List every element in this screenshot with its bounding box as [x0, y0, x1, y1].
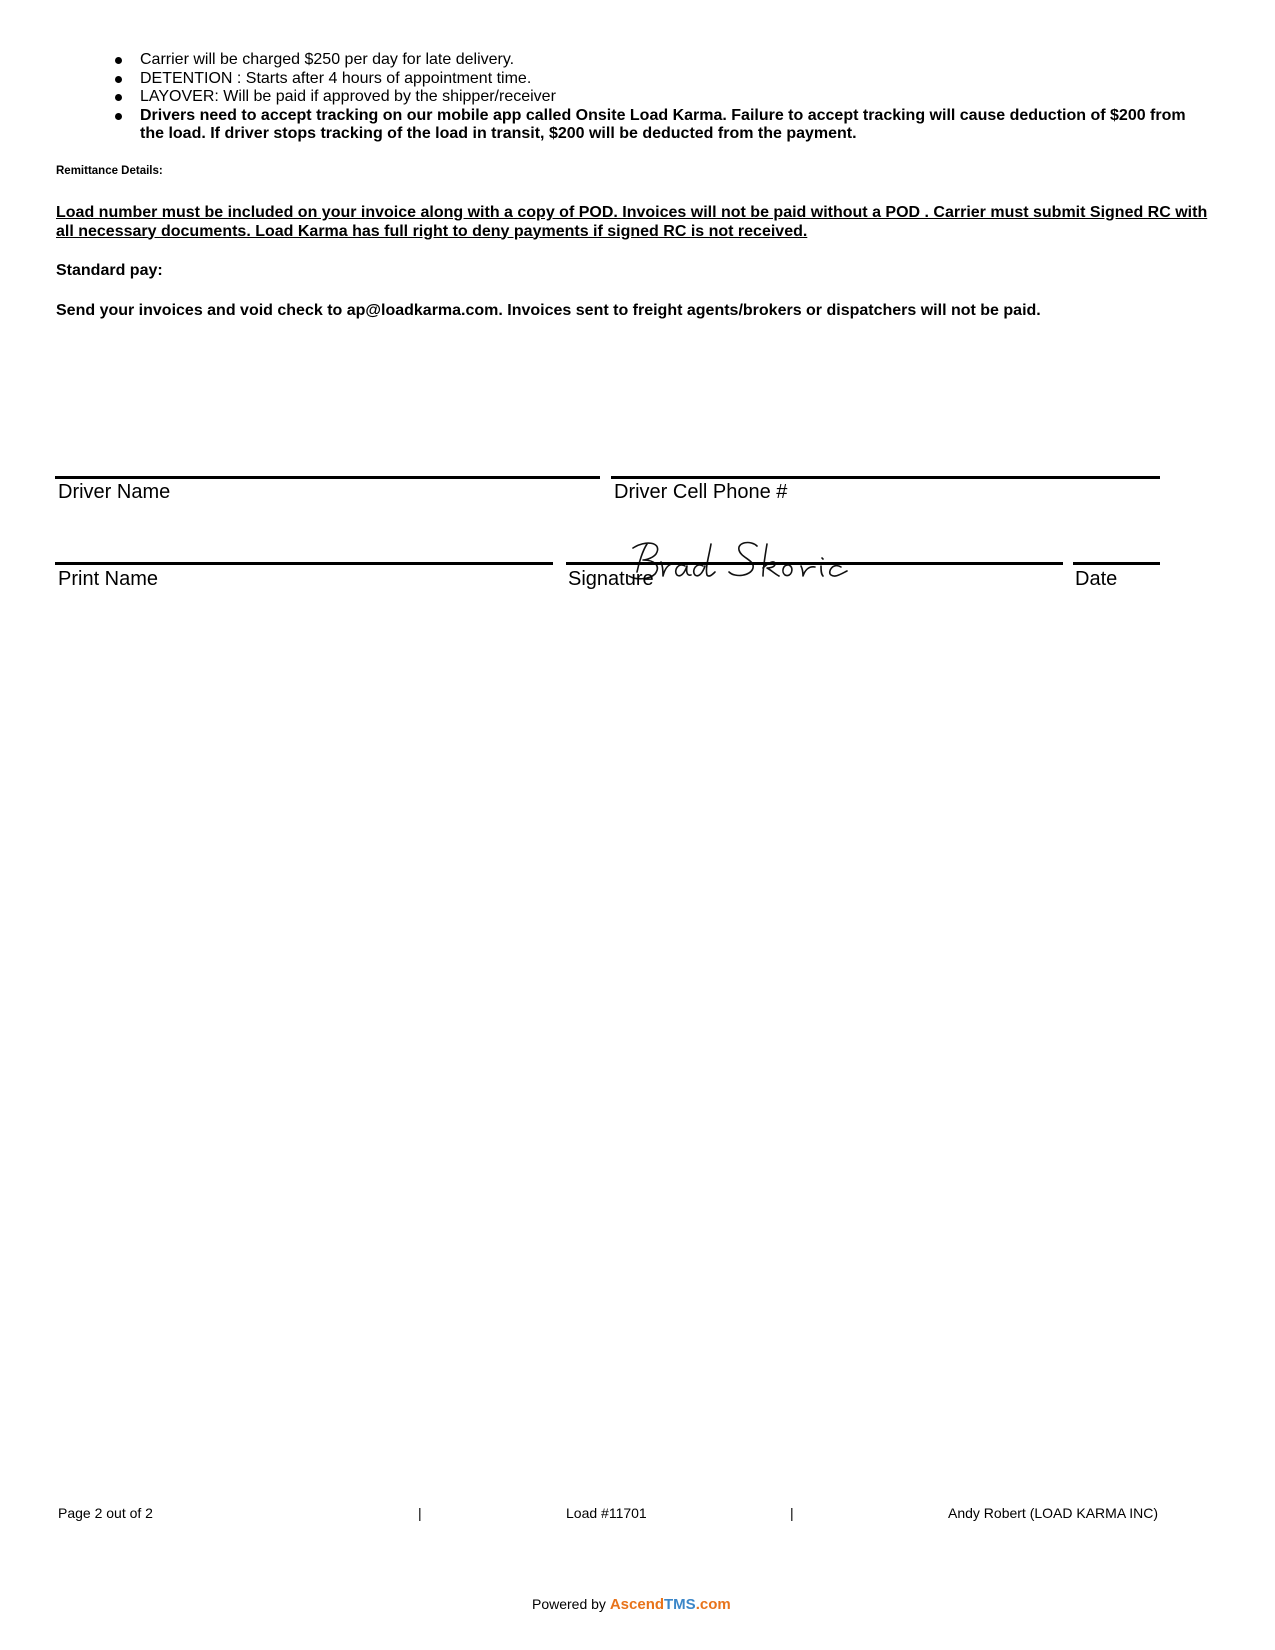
term-layover — [112, 88, 1212, 107]
invoice-note: Send your invoices and void check to ap@loadkarma.com. Invoices sent to freight agents/brokers or dispatchers will not be paid. — [56, 302, 1041, 319]
term-text: Drivers need to accept tracking on our mobile app called Onsite Load Karma. Failure to accept tracking will cause deduction of $200 from the load. If driver stops tracking of the load in transit, $200 will be deducted from the payment. — [140, 106, 1186, 142]
remittance-text: Load number must be included on your invoice along with a copy of POD. Invoices will not be paid without a POD . Carrier must submit Signed RC with all necessary documents. Load Karma has full right to deny payments if signed RC is not received. — [56, 204, 1208, 240]
terms-list — [112, 51, 1212, 144]
company-name: Andy Robert (LOAD KARMA INC) — [948, 1505, 1159, 1521]
brand-tms[interactable]: TMS — [664, 1596, 696, 1613]
bullet-icon — [115, 113, 122, 120]
brand-ascend[interactable]: Ascend — [609, 1596, 665, 1613]
powered-by — [532, 1596, 731, 1613]
term-text: Carrier will be charged $250 per day for late delivery. — [140, 51, 515, 68]
footer-separator: | — [790, 1505, 794, 1521]
term-late-delivery — [112, 51, 1212, 70]
bullet-icon — [115, 94, 122, 101]
bullet-icon — [115, 57, 122, 64]
driver-phone-line — [611, 476, 1160, 479]
term-tracking — [112, 107, 1212, 144]
signature-line — [566, 562, 1063, 565]
footer-separator: | — [418, 1505, 422, 1521]
term-text: LAYOVER: Will be paid if approved by the shipper/receiver — [140, 88, 556, 105]
load-number: Load #11701 — [566, 1505, 647, 1521]
date-label: Date — [1075, 568, 1118, 590]
print-name-line — [55, 562, 553, 565]
brand-com[interactable]: .com — [695, 1596, 731, 1613]
driver-phone-label: Driver Cell Phone # — [614, 481, 788, 503]
term-detention — [112, 70, 1212, 89]
page-number: Page 2 out of 2 — [58, 1505, 153, 1521]
remittance-label: Remittance Details: — [56, 165, 163, 177]
standard-pay-label: Standard pay: — [56, 262, 163, 279]
signature-label: Signature — [568, 568, 654, 590]
powered-by-label: Powered by — [532, 1596, 606, 1612]
date-line — [1073, 562, 1160, 565]
driver-name-line — [55, 476, 600, 479]
print-name-label: Print Name — [58, 568, 159, 590]
term-text: DETENTION : Starts after 4 hours of appointment time. — [140, 69, 532, 87]
driver-name-label: Driver Name — [58, 481, 171, 503]
bullet-icon — [115, 76, 122, 83]
